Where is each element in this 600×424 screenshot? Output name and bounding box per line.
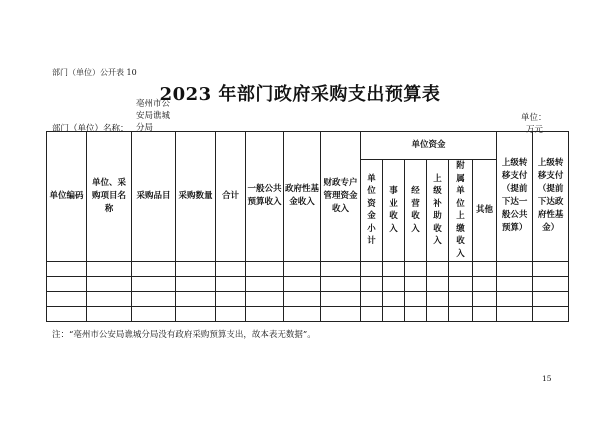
page-number: 15 — [542, 374, 552, 383]
header-superior-subsidy: 上级补助收入 — [427, 160, 449, 262]
table-cell — [383, 306, 405, 321]
table-cell — [361, 276, 383, 291]
table-cell — [321, 276, 361, 291]
table-cell — [284, 276, 321, 291]
table-cell — [216, 306, 246, 321]
document-title: 2023 年部门政府采购支出预算表 — [159, 84, 441, 105]
table-cell — [533, 276, 569, 291]
table-cell — [246, 306, 284, 321]
header-affiliated-payment: 附属单位上缴收入 — [449, 160, 473, 262]
table-cell — [473, 261, 497, 276]
table-cell — [405, 306, 427, 321]
table-cell — [383, 276, 405, 291]
table-row — [47, 306, 569, 321]
table-cell — [216, 291, 246, 306]
table-cell — [497, 261, 533, 276]
table-cell — [132, 306, 176, 321]
table-cell — [427, 261, 449, 276]
table-cell — [533, 261, 569, 276]
table-cell — [449, 291, 473, 306]
table-cell — [449, 261, 473, 276]
currency-unit-value: 万元 — [526, 125, 544, 135]
table-cell — [87, 261, 132, 276]
table-cell — [176, 291, 216, 306]
table-cell — [497, 306, 533, 321]
header-unit-funds-subtotal: 单位资金小计 — [361, 160, 383, 262]
table-cell — [361, 291, 383, 306]
header-unit-project: 单位、采购项目名称 — [87, 132, 132, 262]
table-cell — [405, 261, 427, 276]
header-total: 合计 — [216, 132, 246, 262]
procurement-budget-table — [46, 131, 569, 322]
table-cell — [176, 261, 216, 276]
table-note: 注：“亳州市公安局谯城分局没有政府采购预算支出，故本表无数据”。 — [52, 330, 316, 340]
table-cell — [47, 291, 87, 306]
table-cell — [246, 276, 284, 291]
table-row — [47, 291, 569, 306]
header-unit-funds-group: 单位资金 — [361, 132, 497, 160]
table-row — [47, 261, 569, 276]
table-cell — [176, 306, 216, 321]
table-cell — [321, 291, 361, 306]
header-business-income: 事业收入 — [383, 160, 405, 262]
header-row-top — [47, 132, 569, 160]
table-cell — [383, 261, 405, 276]
table-cell — [427, 306, 449, 321]
unit-name-value: 亳州市公安局谯城分局 — [136, 99, 171, 133]
table-cell — [87, 276, 132, 291]
table-cell — [473, 291, 497, 306]
table-cell — [321, 306, 361, 321]
table-cell — [132, 291, 176, 306]
table-cell — [473, 276, 497, 291]
table-cell — [427, 291, 449, 306]
header-transfer-general: 上级转移支付（提前下达一般公共预算） — [497, 132, 533, 262]
table-cell — [87, 306, 132, 321]
table-cell — [176, 276, 216, 291]
table-cell — [284, 306, 321, 321]
table-cell — [246, 261, 284, 276]
header-operating-income: 经营收入 — [405, 160, 427, 262]
table-cell — [405, 276, 427, 291]
table-cell — [47, 276, 87, 291]
header-fund-budget: 政府性基金收入 — [284, 132, 321, 262]
table-cell — [216, 261, 246, 276]
table-cell — [284, 291, 321, 306]
table-cell — [497, 276, 533, 291]
table-cell — [427, 276, 449, 291]
table-cell — [405, 291, 427, 306]
table-cell — [383, 291, 405, 306]
header-general-budget: 一般公共预算收入 — [246, 132, 284, 262]
header-quantity: 采购数量 — [176, 132, 216, 262]
header-special-fund: 财政专户管理资金收入 — [321, 132, 361, 262]
table-cell — [132, 276, 176, 291]
table-row — [47, 276, 569, 291]
currency-unit-label: 单位： — [521, 113, 547, 123]
table-cell — [497, 291, 533, 306]
table-cell — [132, 261, 176, 276]
table-cell — [87, 291, 132, 306]
table-cell — [47, 306, 87, 321]
table-cell — [449, 306, 473, 321]
header-transfer-fund: 上级转移支付（提前下达政府性基金） — [533, 132, 569, 262]
table-cell — [361, 306, 383, 321]
table-cell — [533, 306, 569, 321]
table-cell — [47, 261, 87, 276]
table-cell — [533, 291, 569, 306]
header-other: 其他 — [473, 160, 497, 262]
header-unit-code: 单位编码 — [47, 132, 87, 262]
table-cell — [216, 276, 246, 291]
table-cell — [361, 261, 383, 276]
header-item: 采购品目 — [132, 132, 176, 262]
table-cell — [321, 261, 361, 276]
unit-name-label: 部门（单位）名称： — [52, 124, 129, 134]
table-cell — [473, 306, 497, 321]
table-cell — [449, 276, 473, 291]
form-code: 部门（单位）公开表 10 — [52, 68, 137, 77]
table-cell — [284, 261, 321, 276]
table-cell — [246, 291, 284, 306]
